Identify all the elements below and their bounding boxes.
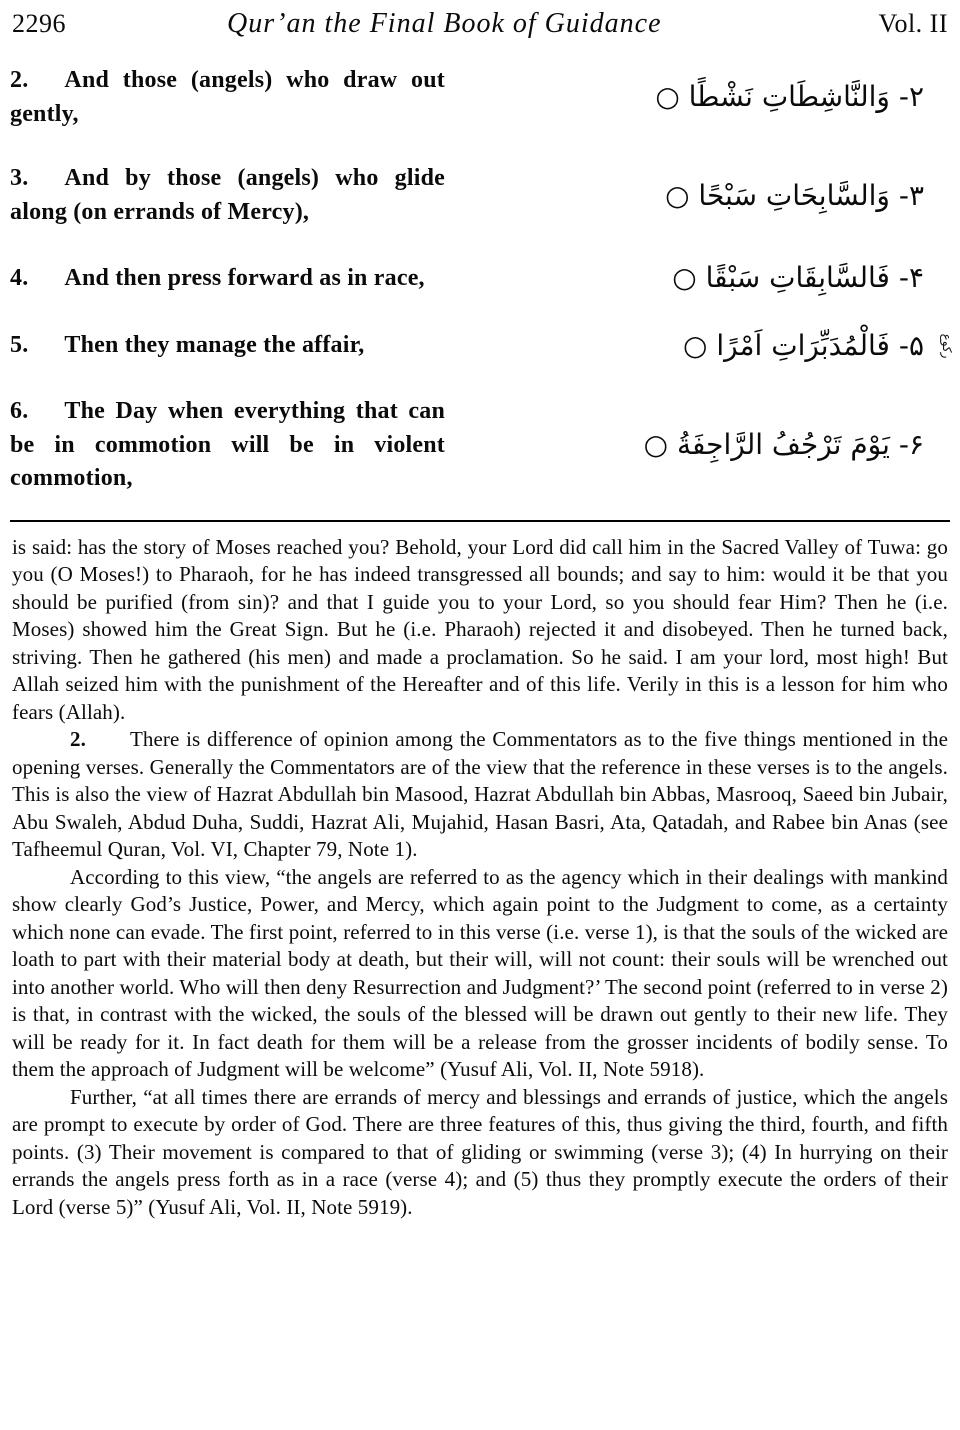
paragraph-text: According to this view, “the angels are referred to as the agency which in their dealings with mankind show clearly God’s Justice, Power, and Mercy, which again point to the Judgment to come, as a certainty which none can evade. The first point, referred to in this verse (i.e. verse 1), is that the souls of the wicked are loath to part with their material body at death, but their will, will not count: their souls will be wrenched out into another world. Who will then deny Resurrection and Judgment?’ The second point (referred to in verse 2) is that, in contrast with the wicked, the souls of the blessed will be drawn out gently to their new life. They will be ready for it. In fact death for them will be a release from the grosser incidents of bodily sense. To them the approach of Judgment will be welcome” (Yusuf Ali, Vol. II, Note 5918). [12,864,948,1082]
verse-arabic-3: ۳- وَالسَّابِحَاتِ سَبْحًا ○ [665,178,924,212]
verse-text: And by those (angels) who glide along (on errands of Mercy), [10,165,445,225]
verse-text: Then they manage the affair, [64,332,365,359]
verse-row-5 [10,328,954,364]
verse-text: The Day when everything that can be in commotion will be in violent commotion, [10,398,445,492]
verse-english-2 [10,64,445,131]
book-title: Qur’an the Final Book of Guidance [227,8,662,39]
paragraph-text: There is difference of opinion among the Commentators as to the five things mentioned in the opening verses. Generally the Commentators are of the view that the reference in these verses is to the angels. This is also the view of Hazrat Abdullah bin Masood, Hazrat Abdullah bin Abbas, Masrooq, Saeed bin Jubair, Abu Swaleh, Abdud Duha, Suddi, Hazrat Ali, Mujahid, Hasan Basri, Ata, Qatadah, and Rabee bin Anas (see Tafheemul Quran, Vol. VI, Chapter 79, Note 1). [12,727,948,862]
commentary-paragraph-2 [12,726,948,864]
paragraph-text: Further, “at all times there are errands of mercy and blessings and errands of justice, which the angels are prompt to execute by order of God. There are three features of this, thus giving the third, fourth, and fifth points. (3) Their movement is compared to that of gliding or swimming (verse 3); (4) In hurrying on their errands the angels press forth as in a race (verse 4); and (5) thus they promptly execute the orders of their Lord (verse 5)” (Yusuf Ali, Vol. II, Note 5919). [12,1084,948,1219]
verse-row-3 [10,162,950,229]
verse-english-3 [10,162,445,229]
verses-section [10,64,954,496]
verse-row-4 [10,260,950,296]
page-number: 2296 [12,9,66,38]
verse-number: 6. [10,398,29,425]
volume-label: Vol. II [878,9,948,38]
verse-text: And then press forward as in race, [64,264,425,291]
commentary-paragraph-3 [12,864,948,1084]
verse-english-6 [10,395,445,496]
verse-arabic-6: ۶- يَوْمَ تَرْجُفُ الرَّاجِفَةُ ○ [643,428,924,462]
verse-number: 4. [10,264,29,291]
commentary-section [10,534,950,1222]
verse-arabic-5: ۵- فَالْمُدَبِّرَاتِ اَمْرًا ○ [682,328,924,362]
verse-arabic-2: ۲- وَالنَّاشِطَاتِ نَشْطًا ○ [655,80,924,114]
verse-arabic-4: ۴- فَالسَّابِقَاتِ سَبْقًا ○ [672,261,924,295]
margin-ruku-marker: ركوع [940,333,954,359]
verse-number: 5. [10,332,29,359]
verse-number: 3. [10,165,29,192]
note-number: 2. [70,727,86,752]
section-divider [10,520,950,522]
verse-english-5 [10,329,445,363]
commentary-paragraph-4 [12,1084,948,1222]
verse-row-2 [10,64,950,131]
verse-row-6 [10,395,950,496]
verse-text: And those (angels) who draw out gently, [10,67,445,127]
commentary-paragraph-1 [12,534,948,727]
paragraph-text: is said: has the story of Moses reached you? Behold, your Lord did call him in the Sacred Valley of Tuwa: go you (O Moses!) to Pharaoh, for he has indeed transgressed all bounds; and say to him: would it be that you should be purified (from sin)? and that I guide you to your Lord, so you should fear Him? Then he (i.e. Moses) showed him the Great Sign. But he (i.e. Pharaoh) rejected it and disobeyed. Then he turned back, striving. Then he gathered (his men) and made a proclamation. So he said. I am your lord, most high! But Allah seized him with the punishment of the Hereafter and of this life. Verily in this is a lesson for him who fears (Allah). [12,534,948,724]
verse-english-4 [10,262,445,296]
page-header [10,6,950,40]
verse-number: 2. [10,67,29,93]
